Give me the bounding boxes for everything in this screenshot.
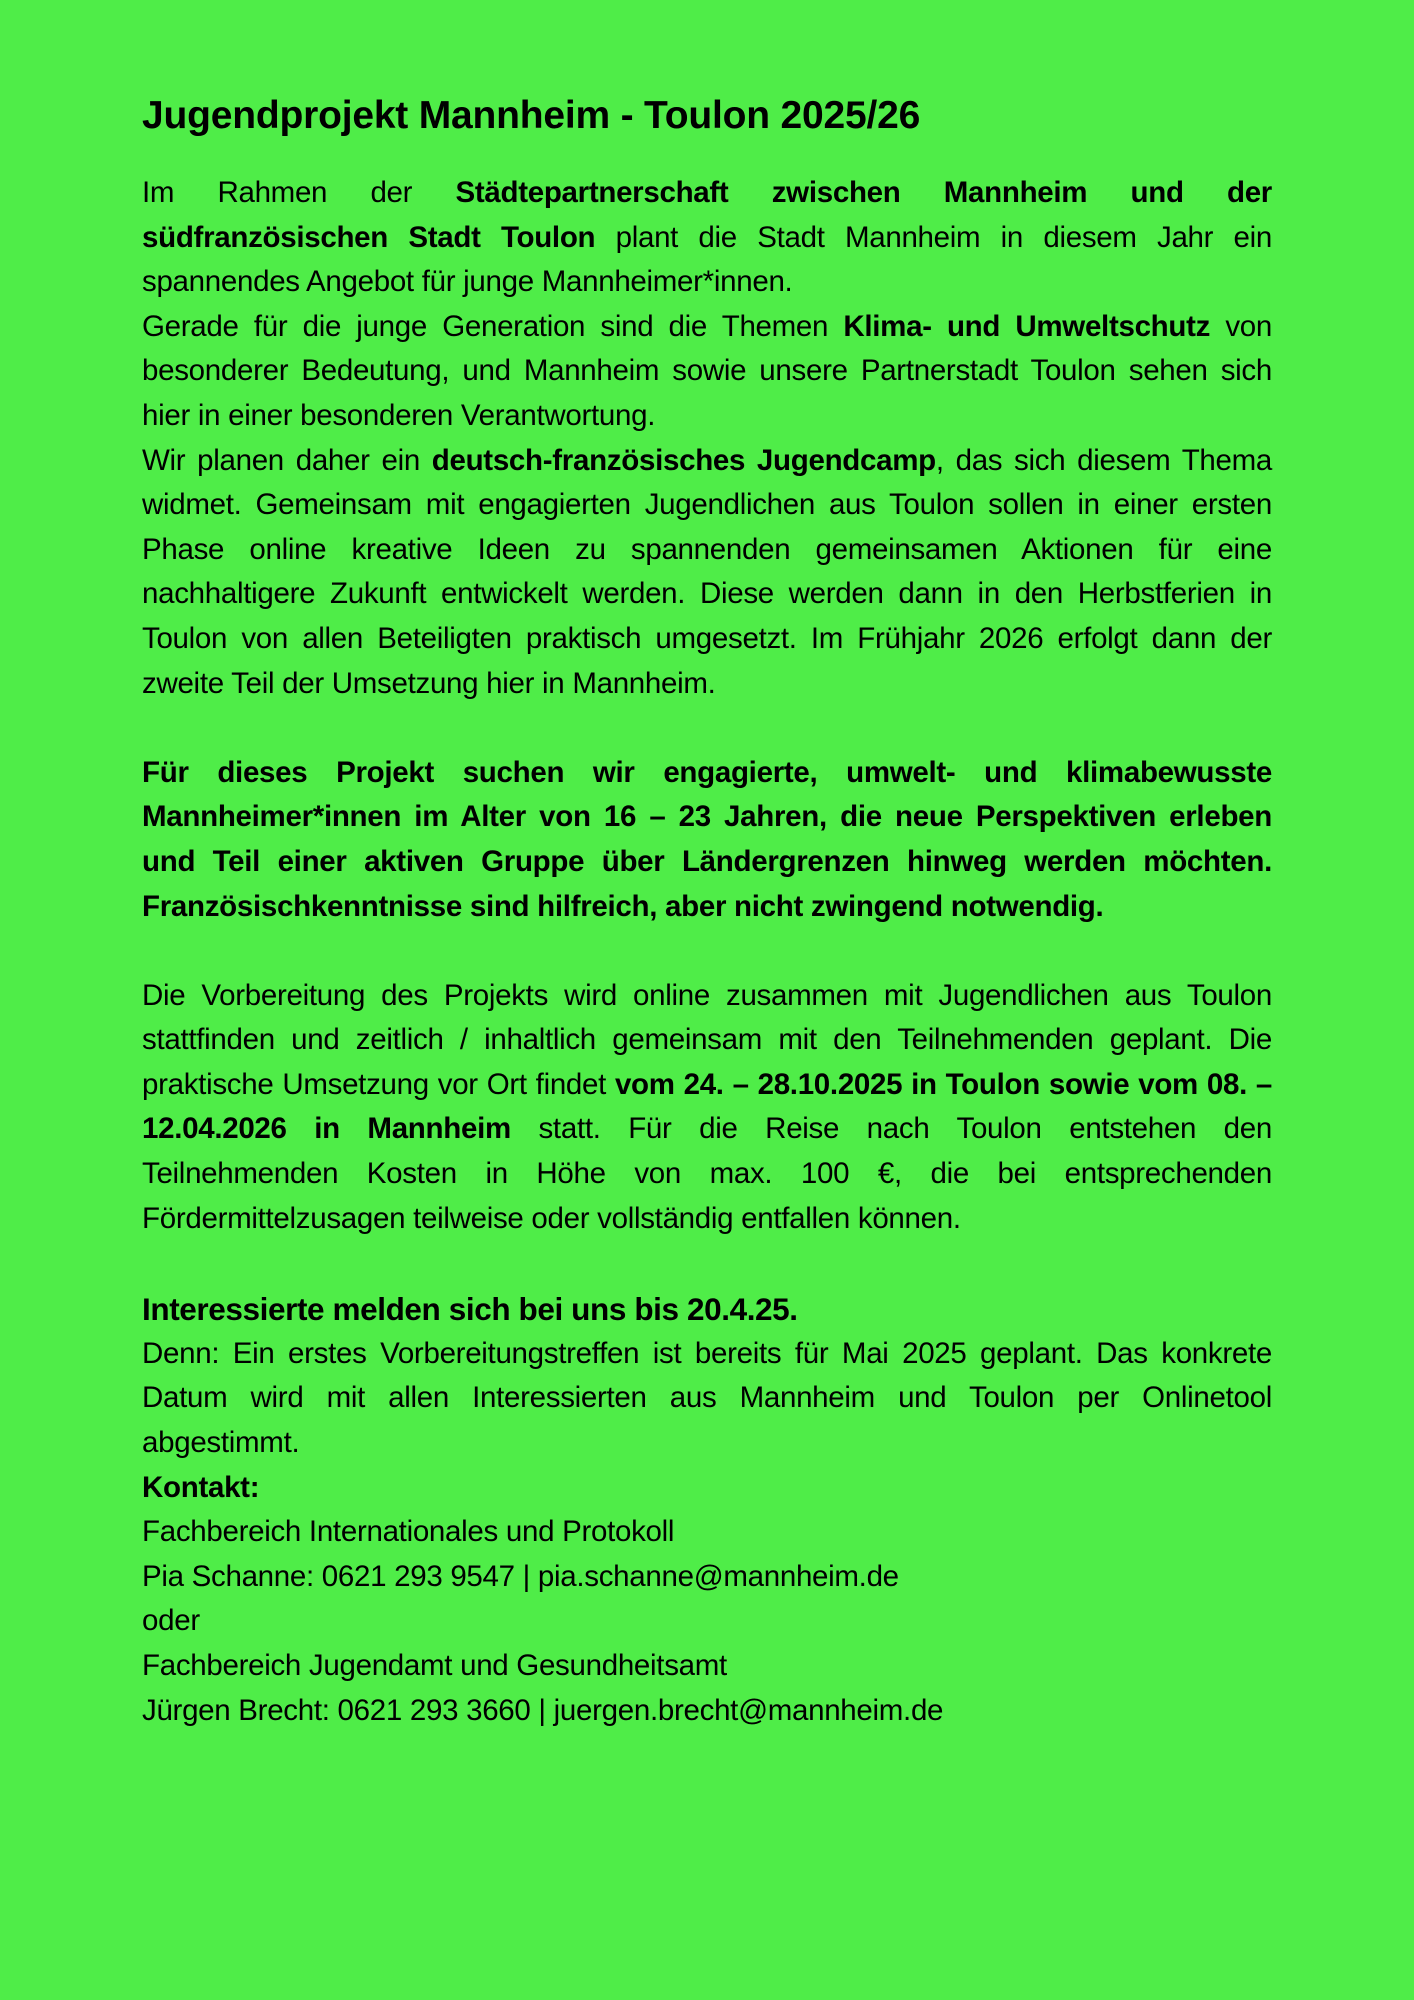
schedule-text: Die Vorbereitung des Projekts wird online zusammen mit Jugendlichen aus Toulon stattfinden und zeitlich / inhaltlich gemeinsam mit den Teilnehmenden geplant. Die praktische Umsetzung vor Ort findet <box>142 978 1272 1101</box>
contact-department-international: Fachbereich Internationales und Protokoll <box>142 1515 675 1549</box>
intro-text: Im Rahmen der <box>142 176 456 209</box>
contact-phone: Jürgen Brecht: 0621 293 3660 | <box>142 1693 554 1727</box>
contact-heading: Kontakt: <box>142 1470 260 1504</box>
intro-highlight-partnership: Städtepartnerschaft zwischen Mannheim und der südfranzösischen Stadt Toulon <box>142 176 1272 254</box>
page-title: Jugendprojekt Mannheim - Toulon 2025/26 <box>142 94 921 137</box>
meeting-info-paragraph: Denn: Ein erstes Vorbereitungstreffen ist bereits für Mai 2025 geplant. Das konkrete Datum wird mit allen Interessierten aus Mannheim und Toulon per Onlinetool abgestimmt. <box>142 1336 1272 1460</box>
flyer-content <box>142 88 1272 1733</box>
schedule-dates: vom 24. – 28.10.2025 in Toulon sowie vom 08. – 12.04.2026 in Mannheim <box>142 1067 1272 1146</box>
intro-highlight-camp: deutsch-französisches Jugendcamp <box>431 443 936 477</box>
schedule-paragraph <box>142 974 1272 1242</box>
intro-text: plant die Stadt Mannheim in diesem Jahr ein spannendes Angebot für junge Mannheimer*innen. <box>142 220 1272 299</box>
registration-deadline: Interessierte melden sich bei uns bis 20.4.25. <box>142 1290 798 1327</box>
schedule-text: statt. Für die Reise nach Toulon entstehen den Teilnehmenden Kosten in Höhe von max. 100 €, die bei entsprechenden Fördermittelzusagen teilweise oder vollständig entfallen können. <box>142 1112 1272 1235</box>
spacer <box>142 1241 1272 1286</box>
email-link-schanne[interactable]: pia.schanne@mannheim.de <box>537 1559 899 1593</box>
intro-paragraph-camp <box>142 439 1272 707</box>
intro-paragraph-partnership <box>142 171 1272 305</box>
intro-text: Gerade für die junge Generation sind die Themen <box>142 309 844 343</box>
intro-highlight-climate: Klima- und Umweltschutz <box>843 309 1211 343</box>
email-link-brecht[interactable]: juergen.brecht@mannheim.de <box>553 1693 944 1727</box>
target-group-paragraph: Für dieses Projekt suchen wir engagierte, umwelt- und klimabewusste Mannheimer*innen im Alter von 16 – 23 Jahren, die neue Perspektiven erleben und Teil einer aktiven Gruppe über Ländergrenzen hinweg werden möchten. Französischkenntnisse sind hilfreich, aber nicht zwingend notwendig. <box>142 755 1272 923</box>
intro-paragraph-climate <box>142 305 1272 439</box>
contact-department-youth: Fachbereich Jugendamt und Gesundheitsamt <box>142 1649 727 1682</box>
contact-person-brecht <box>142 1689 1272 1734</box>
intro-text: , das sich diesem Thema widmet. Gemeinsam mit engagierten Jugendlichen aus Toulon sollen in einer ersten Phase online kreative Ideen zu spannenden gemeinsamen Aktionen für eine nachhaltigere Zukunft entwickelt werden. Diese werden dann in den Herbstferien in Toulon von allen Beteiligten praktisch umgesetzt. Im Frühjahr 2026 erfolgt dann der zweite Teil der Umsetzung hier in Mannheim. <box>142 443 1273 700</box>
contact-person-schanne <box>142 1555 1272 1600</box>
spacer <box>142 929 1272 974</box>
intro-text: von besonderer Bedeutung, und Mannheim sowie unsere Partnerstadt Toulon sehen sich hier in einer besonderen Verantwortung. <box>142 309 1272 432</box>
spacer <box>142 706 1272 751</box>
contact-phone: Pia Schanne: 0621 293 9547 | <box>142 1559 538 1593</box>
contact-separator: oder <box>142 1604 200 1638</box>
intro-text: Wir planen daher ein <box>142 443 432 477</box>
